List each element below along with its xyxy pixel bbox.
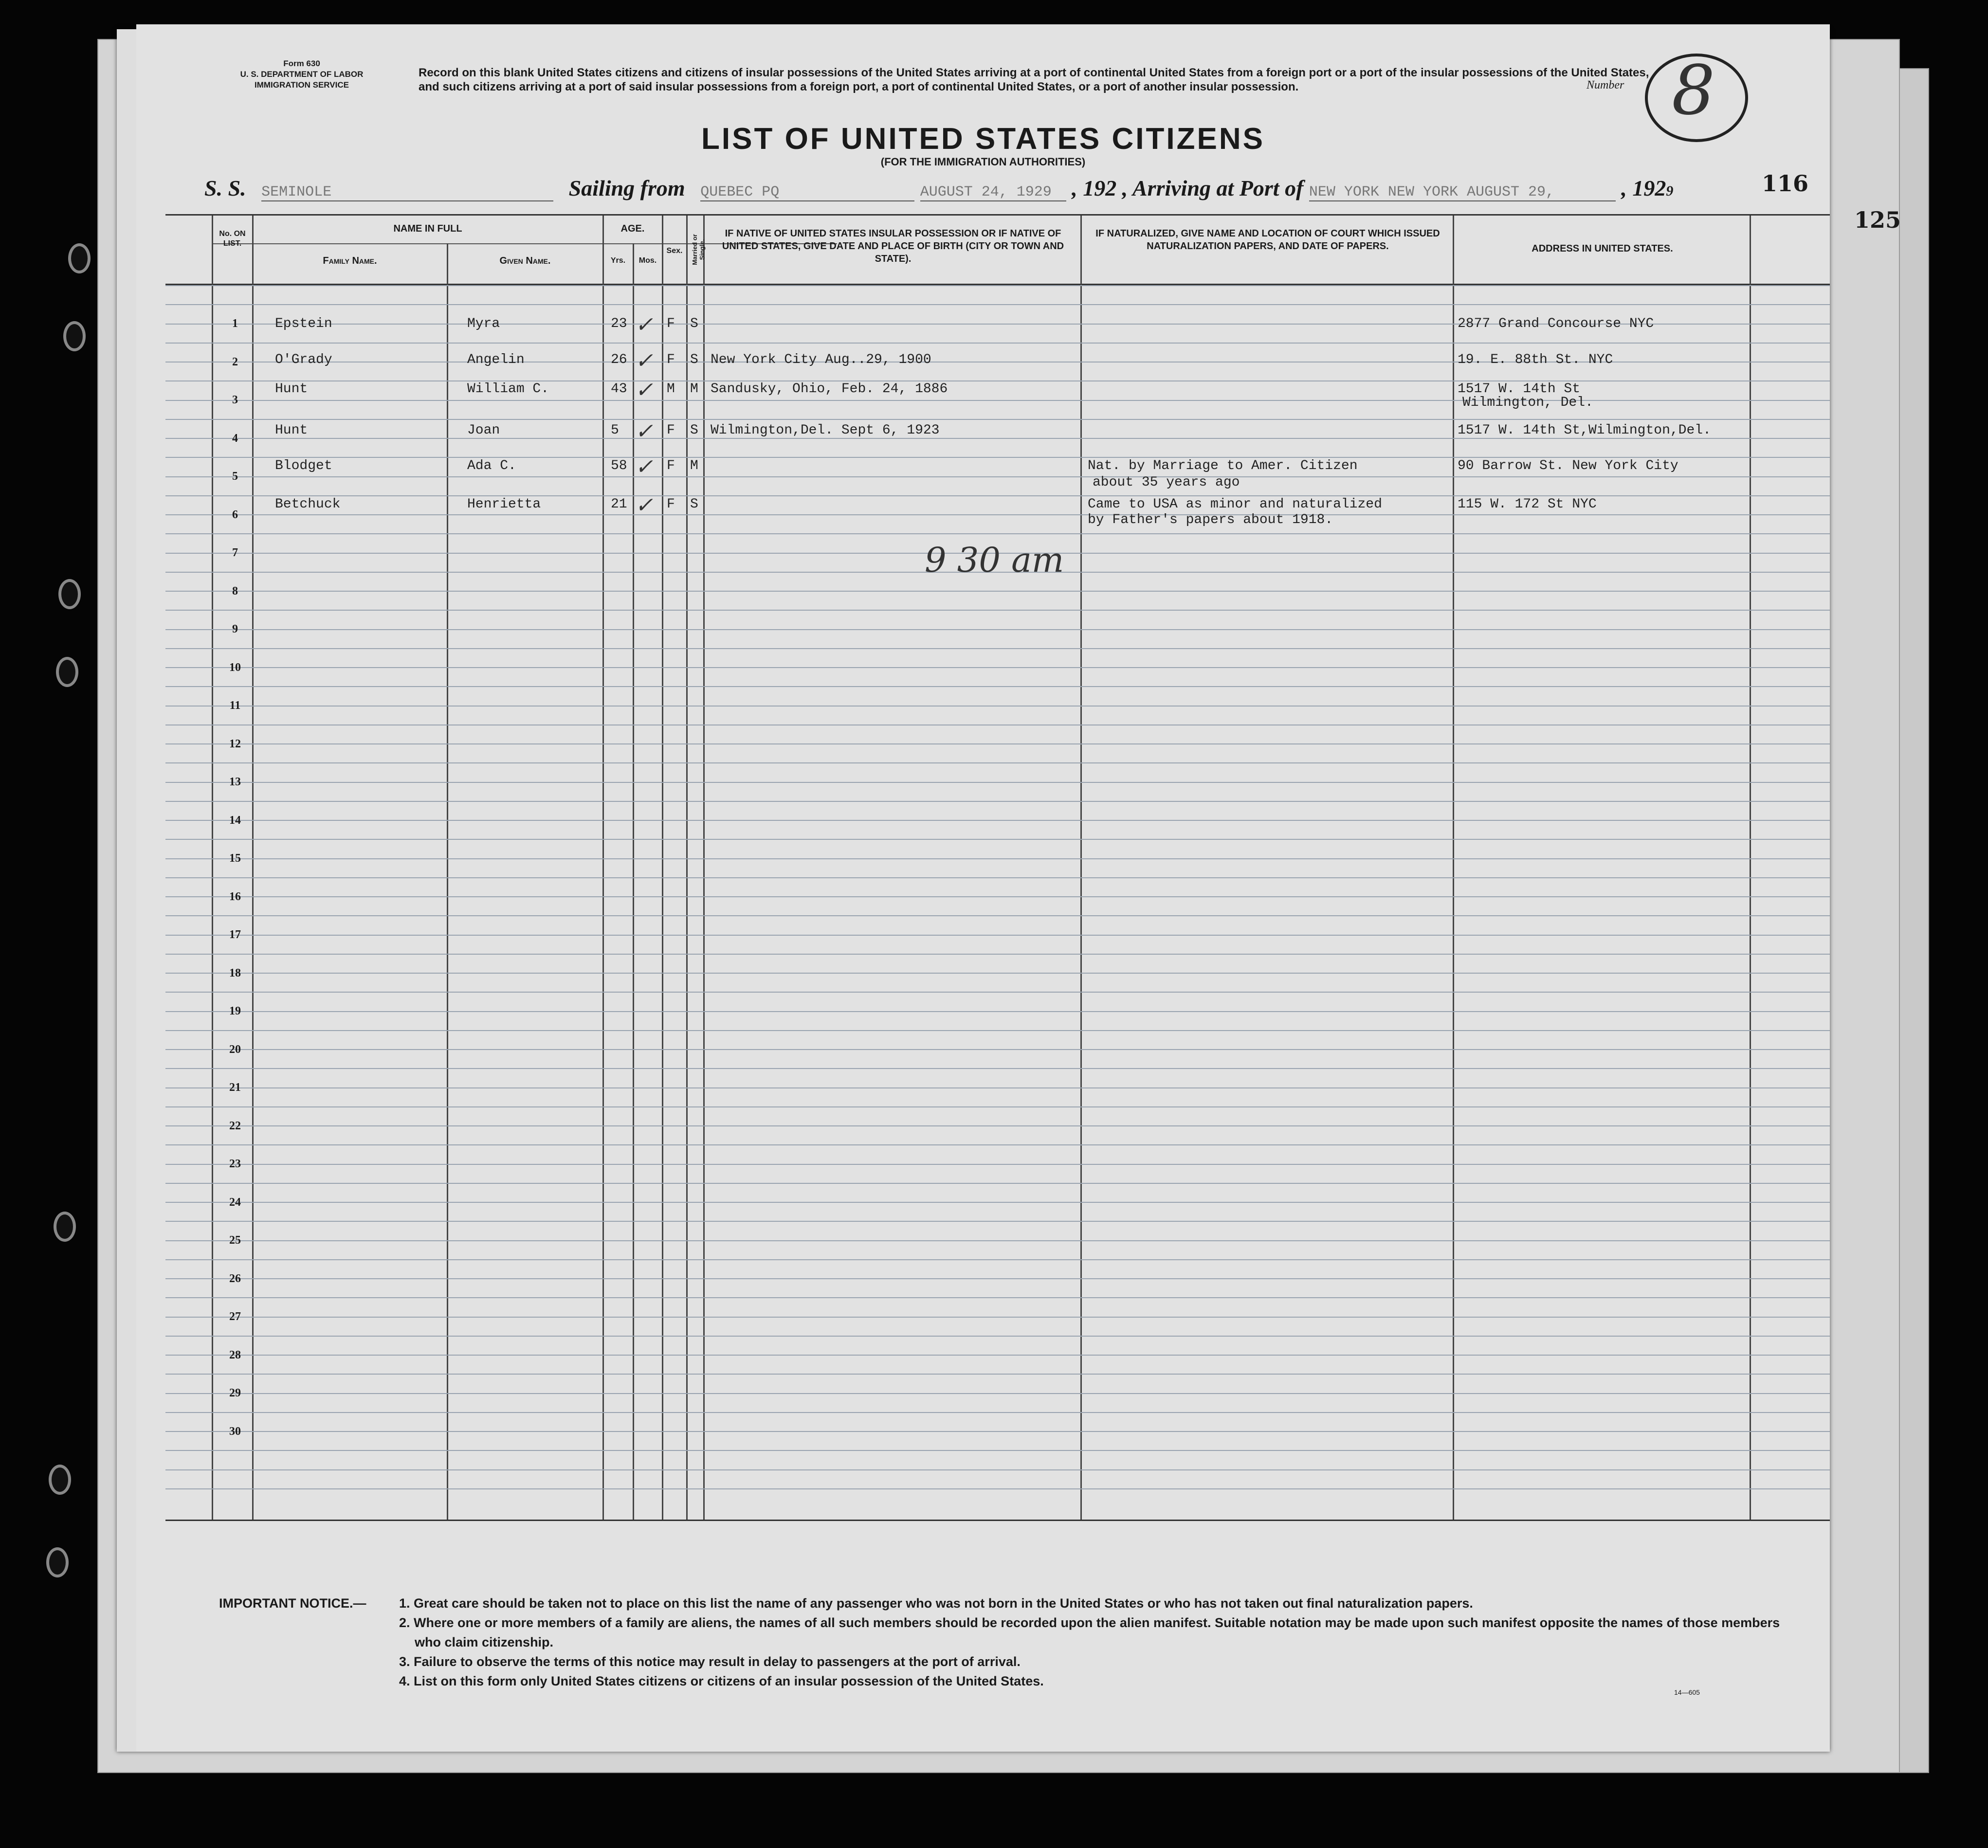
sailing-date: AUGUST 24, 1929 [920,184,1066,201]
ruling-line [165,1450,1830,1451]
ruling-line [165,1164,1830,1165]
ruling-line [165,858,1830,859]
ship-name: SEMINOLE [261,184,553,201]
row-number: 18 [229,966,241,979]
ruling-line [165,839,1830,840]
col-header-birth: IF NATIVE OF UNITED STATES INSULAR POSSESSION OR IF NATIVE OF UNITED STATES, GIVE DATE AND PLACE OF BIRTH (CITY OR TOWN AND STATE). [722,228,1064,264]
given-name-cell: Joan [467,423,500,438]
sex-cell: F [667,423,675,438]
form-number: Form 630 [283,59,320,68]
ruling-line [165,419,1830,420]
col-header-sex: Sex. [666,247,683,255]
ruling-line [165,686,1830,687]
family-name-cell: O'Grady [275,352,332,367]
ruling-line [165,820,1830,821]
binder-hole [56,657,78,687]
notice-item-1: 1. Great care should be taken not to place on this list the name of any passenger who was not born in the United States or who has not taken out final naturalization papers. [399,1596,1473,1611]
binder-hole [63,321,86,351]
important-notice [219,1594,1806,1691]
ruling-line [165,1412,1830,1413]
manifest-page [136,24,1901,1752]
ruling-line [165,514,1830,515]
given-name-cell: Henrietta [467,497,541,512]
row-number: 9 [232,623,238,635]
ship-line [204,175,1810,201]
ruling-line [165,1355,1830,1356]
sex-cell: F [667,316,675,331]
notice-item-2: 2. Where one or more members of a family are aliens, the names of all such members should be recorded upon the alien manifest. Suitable notation may be made upon such manifest opposite the names of those members who claim citizenship. [399,1615,1780,1649]
check-mark-icon: ✓ [635,348,653,373]
ruling-line [165,1068,1830,1069]
address-cell: 2877 Grand Concourse NYC [1458,316,1654,331]
form-instruction: Record on this blank United States citizens and citizens of insular possessions of the United States arriving at a port of continental United States from a foreign port or a port of the insular possessions of the United States, and such citizens arriving at a port of said insular possessions from a foreign port, a port of continental United States, or a port of another insular possession. [419,66,1649,93]
age-years-cell: 58 [611,458,627,473]
ruling-line [165,648,1830,649]
row-number: 8 [232,584,238,598]
binder-hole [49,1465,71,1495]
col-header-no: No. ON LIST. [219,230,246,248]
ruling-line [165,1488,1830,1489]
address-cell: 90 Barrow St. New York City [1458,458,1678,473]
birth-place-date-cell: Wilmington,Del. Sept 6, 1923 [711,423,940,438]
form-identification [180,58,423,91]
marital-status-cell: S [690,423,698,438]
row-number: 21 [229,1081,241,1094]
row-number: 4 [232,432,238,445]
col-header-address: ADDRESS IN UNITED STATES. [1532,243,1673,254]
ruling-line [165,1183,1830,1184]
col-header-married: Married or Single. [691,234,706,265]
binder-hole [58,579,81,609]
ruling-line [165,533,1830,534]
sailing-port: QUEBEC PQ [700,184,914,201]
ruling-line [165,1106,1830,1107]
ruling-line [165,438,1830,439]
ruling-line [165,495,1830,496]
notice-item-3: 3. Failure to observe the terms of this notice may result in delay to passengers at the port of arrival. [399,1654,1021,1669]
row-number: 7 [232,546,238,559]
list-number: 8 [1672,51,1715,130]
ruling-line [165,992,1830,993]
naturalization-cell: Came to USA as minor and naturalized [1088,497,1382,512]
check-mark-icon: ✓ [635,378,653,402]
age-years-cell: 21 [611,497,627,512]
sailing-label: Sailing from [568,176,685,200]
check-mark-icon: ✓ [635,312,653,337]
ruling-line [165,1030,1830,1031]
row-number: 29 [229,1387,241,1399]
manifest-table [165,214,1830,1521]
table-body [165,285,1830,1520]
row-number: 23 [229,1158,241,1170]
row-number: 19 [229,1005,241,1017]
page-title: LIST OF UNITED STATES CITIZENS [701,122,1265,156]
ruling-line [165,1221,1830,1222]
naturalization-continuation: about 35 years ago [1093,475,1240,490]
family-name-cell: Hunt [275,423,308,438]
arriving-year-prefix: , 192 [1621,176,1666,200]
ruling-line [165,667,1830,668]
binder-hole [68,243,91,273]
ruling-line [165,1393,1830,1394]
ruling-line [165,973,1830,974]
row-number: 2 [232,355,238,368]
ruling-line [165,1374,1830,1375]
col-header-naturalized: IF NATURALIZED, GIVE NAME AND LOCATION OF COURT WHICH ISSUED NATURALIZATION PAPERS, AND DATE OF PAPERS. [1095,228,1440,252]
service-name: IMMIGRATION SERVICE [255,80,349,90]
ruling-line [165,457,1830,458]
side-page-number: 125 [1854,207,1901,233]
col-header-family: Family Name. [323,255,377,266]
ruling-line [165,1240,1830,1241]
ruling-line [165,915,1830,916]
sex-cell: F [667,352,675,367]
marital-status-cell: M [690,381,698,397]
notice-item-4: 4. List on this form only United States citizens or citizens of an insular possession of the United States. [399,1674,1044,1688]
ruling-line [165,610,1830,611]
ruling-line [165,743,1830,744]
family-name-cell: Blodget [275,458,332,473]
marital-status-cell: S [690,497,698,512]
age-years-cell: 23 [611,316,627,331]
row-number: 26 [229,1272,241,1285]
col-header-name: NAME IN FULL [393,223,462,234]
row-number: 15 [229,852,241,865]
row-number: 5 [232,470,238,483]
address-cell: 1517 W. 14th St [1458,381,1581,397]
ruling-line [165,1278,1830,1279]
sailing-year-prefix: , 192 [1072,176,1117,200]
marital-status-cell: M [690,458,698,473]
ruling-line [165,1431,1830,1432]
sex-cell: M [667,381,675,397]
birth-place-date-cell: Sandusky, Ohio, Feb. 24, 1886 [711,381,948,397]
col-header-age: AGE. [620,223,645,234]
ruling-line [165,782,1830,783]
ruling-line [165,343,1830,344]
handwritten-note: 9 30 am [925,540,1064,580]
ruling-line [165,1144,1830,1145]
ruling-line [165,1259,1830,1260]
ruling-line [165,285,1830,286]
row-number: 17 [229,928,241,941]
check-mark-icon: ✓ [635,493,653,518]
page-number: 116 [1762,170,1809,197]
row-number: 25 [229,1234,241,1247]
address-continuation: Wilmington, Del. [1462,395,1593,410]
ruling-line [165,801,1830,802]
row-number: 20 [229,1043,241,1056]
given-name-cell: Angelin [467,352,525,367]
marital-status-cell: S [690,316,698,331]
row-number: 1 [232,317,238,330]
sex-cell: F [667,458,675,473]
col-header-given: Given Name. [499,255,551,266]
address-cell: 1517 W. 14th St,Wilmington,Del. [1458,423,1711,438]
ruling-line [165,1087,1830,1088]
row-number: 14 [229,814,241,827]
ss-label: S. S. [204,176,246,200]
binder-hole [46,1547,69,1577]
given-name-cell: William C. [467,381,549,397]
age-years-cell: 43 [611,381,627,397]
notice-heading: IMPORTANT NOTICE.— [219,1596,366,1611]
address-cell: 115 W. 172 St NYC [1458,497,1597,512]
ruling-line [165,1125,1830,1126]
ruling-line [165,896,1830,897]
ruling-line [165,762,1830,763]
ruling-line [165,954,1830,955]
ruling-line [165,629,1830,630]
address-cell: 19. E. 88th St. NYC [1458,352,1613,367]
row-number: 16 [229,890,241,903]
row-number: 11 [229,699,241,712]
ruling-line [165,706,1830,707]
row-number: 3 [232,394,238,406]
ruling-line [165,1336,1830,1337]
given-name-cell: Ada C. [467,458,516,473]
ruling-line [165,304,1830,305]
check-mark-icon: ✓ [635,419,653,444]
naturalization-continuation: by Father's papers about 1918. [1088,512,1333,527]
naturalization-cell: Nat. by Marriage to Amer. Citizen [1088,458,1358,473]
ruling-line [165,1317,1830,1318]
sex-cell: F [667,497,675,512]
ruling-line [165,1469,1830,1470]
given-name-cell: Myra [467,316,500,331]
family-name-cell: Epstein [275,316,332,331]
ruling-line [165,1049,1830,1050]
row-number: 12 [229,737,241,750]
arriving-year-suffix: 9 [1666,183,1674,199]
age-years-cell: 5 [611,423,619,438]
check-mark-icon: ✓ [635,454,653,479]
ruling-line [165,591,1830,592]
row-number: 27 [229,1310,241,1323]
form-code: 14—605 [1674,1688,1700,1696]
number-label: Number [1587,79,1624,91]
department-name: U. S. DEPARTMENT OF LABOR [240,70,364,79]
ruling-line [165,476,1830,477]
ruling-line [165,935,1830,936]
ruling-line [165,877,1830,878]
row-number: 22 [229,1119,241,1132]
row-number: 6 [232,508,238,521]
col-header-mos: Mos. [638,256,657,265]
row-number: 10 [229,661,241,674]
row-number: 24 [229,1196,241,1209]
ruling-line [165,1011,1830,1012]
ruling-line [165,1202,1830,1203]
row-number: 30 [229,1425,241,1438]
age-years-cell: 26 [611,352,627,367]
binder-hole [54,1212,76,1242]
ruling-line [165,1297,1830,1298]
arriving-port: NEW YORK NEW YORK AUGUST 29, [1309,184,1616,201]
birth-place-date-cell: New York City Aug..29, 1900 [711,352,931,367]
page-subtitle: (FOR THE IMMIGRATION AUTHORITIES) [880,156,1086,168]
family-name-cell: Hunt [275,381,308,397]
family-name-cell: Betchuck [275,497,341,512]
row-number: 28 [229,1348,241,1361]
col-header-yrs: Yrs. [610,256,626,265]
arriving-label: , Arriving at Port of [1122,176,1304,200]
row-number: 13 [229,776,241,788]
marital-status-cell: S [690,352,698,367]
